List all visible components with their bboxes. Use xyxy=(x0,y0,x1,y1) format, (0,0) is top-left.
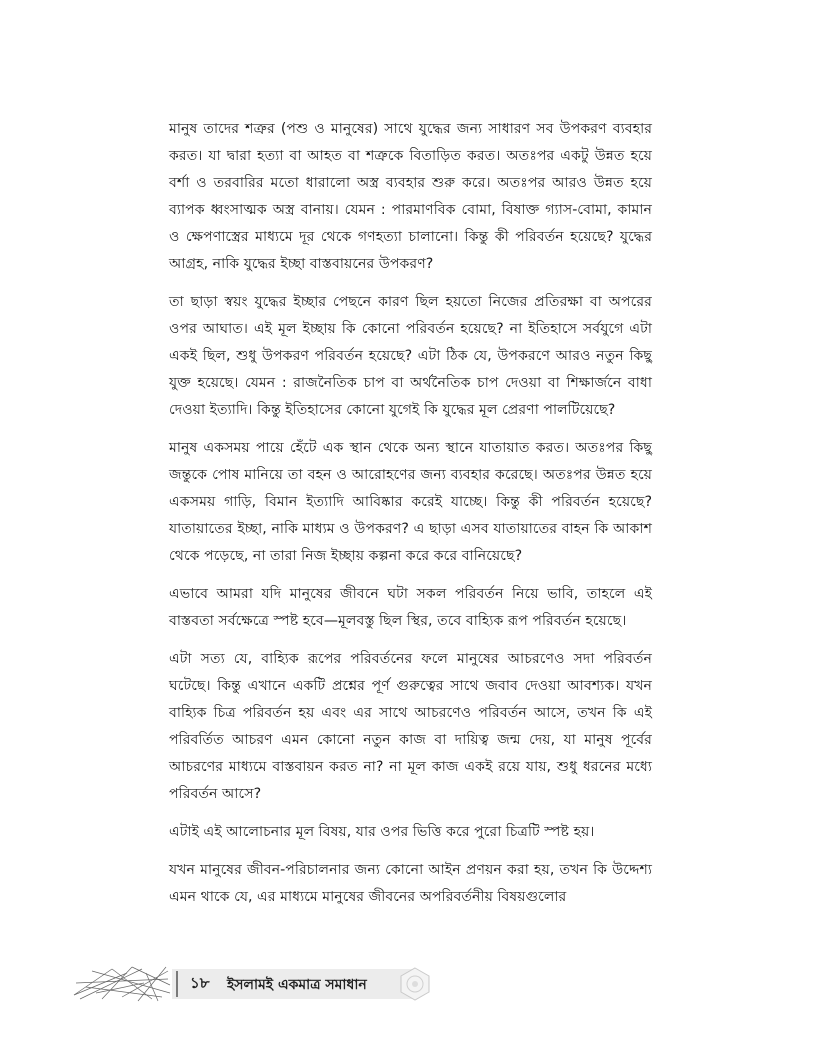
paragraph-4: এভাবে আমরা যদি মানুষের জীবনে ঘটা সকল পরিবর্তন নিয়ে ভাবি, তাহলে এই বাস্তবতা সর্বক্ষেত্রে স্পষ্ট হবে—মূলবস্তু ছিল স্থির, তবে বাহ্যিক রূপ পরিবর্তন হয়েছে। xyxy=(169,586,652,629)
paragraph-1: মানুষ তাদের শত্রুর (পশু ও মানুষের) সাথে যুদ্ধের জন্য সাধারণ সব উপকরণ ব্যবহার করত। যা দ্বারা হত্যা বা আহত বা শত্রুকে বিতাড়িত করত। অতঃপর একটু উন্নত হয়ে বর্শা ও তরবারির মতো ধারালো অস্ত্র ব্যবহার শুরু করে। অতঃপর আরও উন্নত হয়ে ব্যাপক ধ্বংসাত্মক অস্ত্র বানায়। যেমন : পারমাণবিক বোমা, বিষাক্ত গ্যাস-বোমা, কামান ও ক্ষেপণাস্ত্রের মাধ্যমে দূর থেকে গণহত্যা চালানো। কিন্তু কী পরিবর্তন হয়েছে? যুদ্ধের আগ্রহ, নাকি যুদ্ধের ইচ্ছা বাস্তবায়নের উপকরণ? xyxy=(169,121,652,272)
paragraph-6: এটাই এই আলোচনার মূল বিষয়, যার ওপর ভিত্তি করে পুরো চিত্রটি স্পষ্ট হয়। xyxy=(169,824,595,840)
ornament-icon xyxy=(398,967,432,1001)
footer-divider xyxy=(176,971,178,997)
book-title: ইসলামই একমাত্র সমাধান xyxy=(227,977,367,993)
decorative-line-art-icon xyxy=(72,963,172,1003)
paragraph-2: তা ছাড়া স্বয়ং যুদ্ধের ইচ্ছার পেছনে কারণ ছিল হয়তো নিজের প্রতিরক্ষা বা অপরের ওপর আঘাত। এই মূল ইচ্ছায় কি কোনো পরিবর্তন হয়েছে? না ইতিহাসে সর্বযুগে এটা একই ছিল, শুধু উপকরণ পরিবর্তন হয়েছে? এটা ঠিক যে, উপকরণে আরও নতুন কিছু যুক্ত হয়েছে। যেমন : রাজনৈতিক চাপ বা অর্থনৈতিক চাপ দেওয়া বা শিক্ষার্জনে বাধা দেওয়া ইত্যাদি। কিন্তু ইতিহাসের কোনো যুগেই কি যুদ্ধের মূল প্রেরণা পালটিয়েছে? xyxy=(169,294,652,418)
page-number: ১৮ xyxy=(190,974,210,992)
paragraph-5: এটা সত্য যে, বাহ্যিক রূপের পরিবর্তনের ফলে মানুষের আচরণেও সদা পরিবর্তন ঘটেছে। কিন্তু এখানে একটি প্রশ্নের পূর্ণ গুরুত্বের সাথে জবাব দেওয়া আবশ্যক। যখন বাহ্যিক চিত্র পরিবর্তন হয় এবং এর সাথে আচরণেও পরিবর্তন আসে, তখন কি এই পরিবর্তিত আচরণ এমন কোনো নতুন কাজ বা দায়িত্ব জন্ম দেয়, যা মানুষ পূর্বের আচরণের মাধ্যমে বাস্তবায়ন করত না? না মূল কাজ একই রয়ে যায়, শুধু ধরনের মধ্যে পরিবর্তন আসে? xyxy=(169,651,652,802)
page-body xyxy=(169,116,652,922)
paragraph-7: যখন মানুষের জীবন-পরিচালনার জন্য কোনো আইন প্রণয়ন করা হয়, তখন কি উদ্দেশ্য এমন থাকে যে, এর মাধ্যমে মানুষের জীবনের অপরিবর্তনীয় বিষয়গুলোর xyxy=(169,862,652,905)
page-footer xyxy=(72,963,472,1003)
paragraph-3: মানুষ একসময় পায়ে হেঁটে এক স্থান থেকে অন্য স্থানে যাতায়াত করত। অতঃপর কিছু জন্তুকে পোষ মানিয়ে তা বহন ও আরোহণের জন্য ব্যবহার করেছে। অতঃপর উন্নত হয়ে একসময় গাড়ি, বিমান ইত্যাদি আবিষ্কার করেই যাচ্ছে। কিন্তু কী পরিবর্তন হয়েছে? যাতায়াতের ইচ্ছা, নাকি মাধ্যম ও উপকরণ? এ ছাড়া এসব যাতায়াতের বাহন কি আকাশ থেকে পড়েছে, না তারা নিজ ইচ্ছায় কল্পনা করে করে বানিয়েছে? xyxy=(169,440,652,564)
